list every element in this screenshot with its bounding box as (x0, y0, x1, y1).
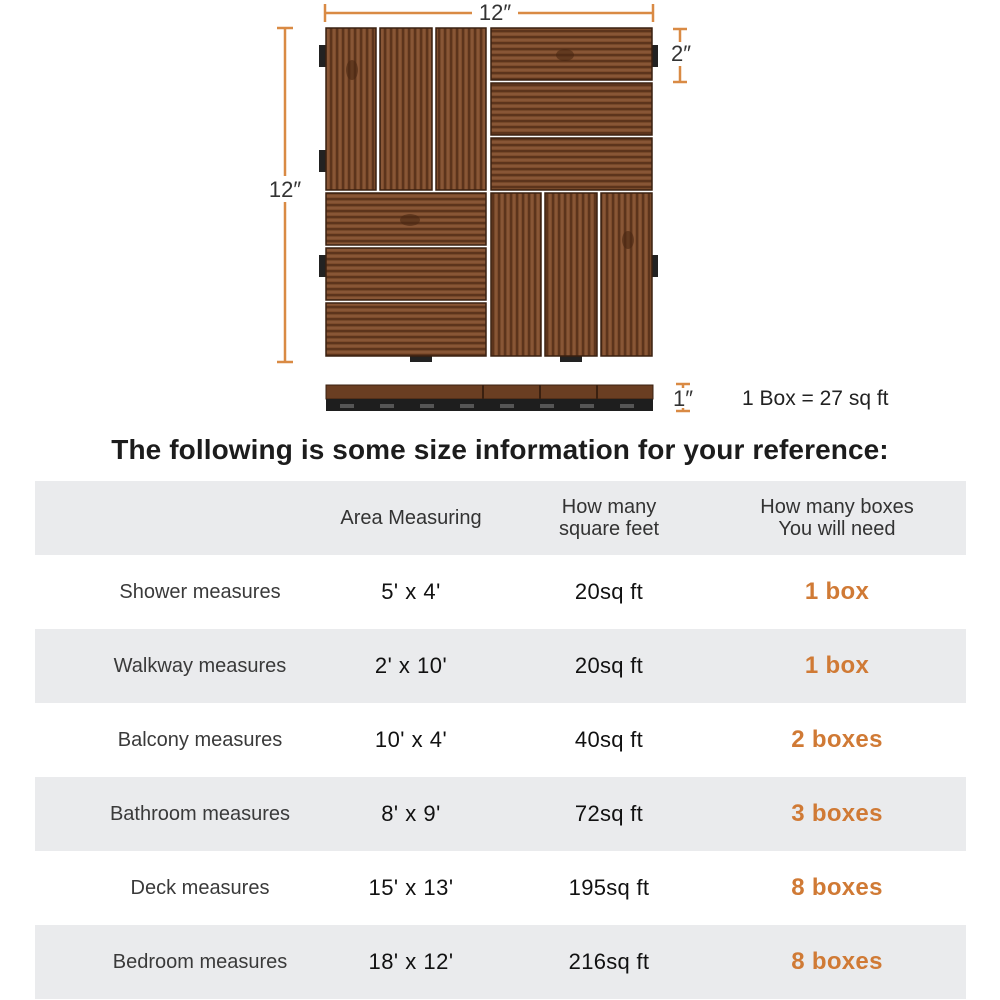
table-row (35, 925, 966, 999)
header-boxes-needed: How many boxes You will need (760, 496, 914, 540)
square-feet: 195sq ft (568, 875, 650, 900)
size-reference-table (35, 481, 966, 999)
square-feet: 40sq ft (574, 727, 644, 752)
area-measuring: 8' x 9' (381, 801, 441, 826)
thickness-dimension (671, 384, 693, 411)
table-row (35, 703, 966, 777)
boxes-needed: 1 box (804, 578, 870, 605)
square-feet: 216sq ft (568, 949, 650, 974)
boxes-needed: 8 boxes (791, 874, 883, 901)
row-label: Walkway measures (113, 654, 287, 677)
area-measuring: 18' x 12' (368, 949, 454, 974)
height-dimension (262, 28, 308, 362)
square-feet: 72sq ft (574, 801, 644, 826)
plank-dimension (666, 29, 696, 82)
deck-tile-illustration (0, 0, 1000, 430)
table-row (35, 555, 966, 629)
height-label: 12″ (268, 177, 302, 202)
table-header-row (35, 481, 966, 555)
row-label: Shower measures (119, 580, 281, 603)
area-measuring: 15' x 13' (368, 875, 454, 900)
boxes-needed: 8 boxes (791, 948, 883, 975)
row-label: Bedroom measures (112, 950, 288, 973)
plank-label: 2″ (670, 41, 692, 66)
header-square-feet: How many square feet (558, 496, 660, 540)
row-label: Deck measures (130, 876, 270, 899)
boxes-needed: 1 box (804, 652, 870, 679)
section-heading: The following is some size information for your reference: (111, 434, 889, 465)
table-row (35, 777, 966, 851)
boxes-needed: 3 boxes (791, 800, 883, 827)
area-measuring: 5' x 4' (381, 579, 441, 604)
square-feet: 20sq ft (574, 653, 644, 678)
box-coverage-note: 1 Box = 27 sq ft (742, 387, 889, 410)
thickness-label: 1″ (672, 386, 694, 411)
row-label: Bathroom measures (109, 802, 291, 825)
tile-side-profile (326, 385, 653, 411)
width-label: 12″ (478, 0, 512, 25)
area-measuring: 10' x 4' (374, 727, 448, 752)
width-dimension (325, 0, 653, 25)
header-area: Area Measuring (340, 507, 482, 529)
deck-tile (319, 28, 658, 362)
boxes-needed: 2 boxes (791, 726, 883, 753)
row-label: Balcony measures (117, 728, 283, 751)
square-feet: 20sq ft (574, 579, 644, 604)
table-row (35, 629, 966, 703)
table-row (35, 851, 966, 925)
area-measuring: 2' x 10' (374, 653, 448, 678)
